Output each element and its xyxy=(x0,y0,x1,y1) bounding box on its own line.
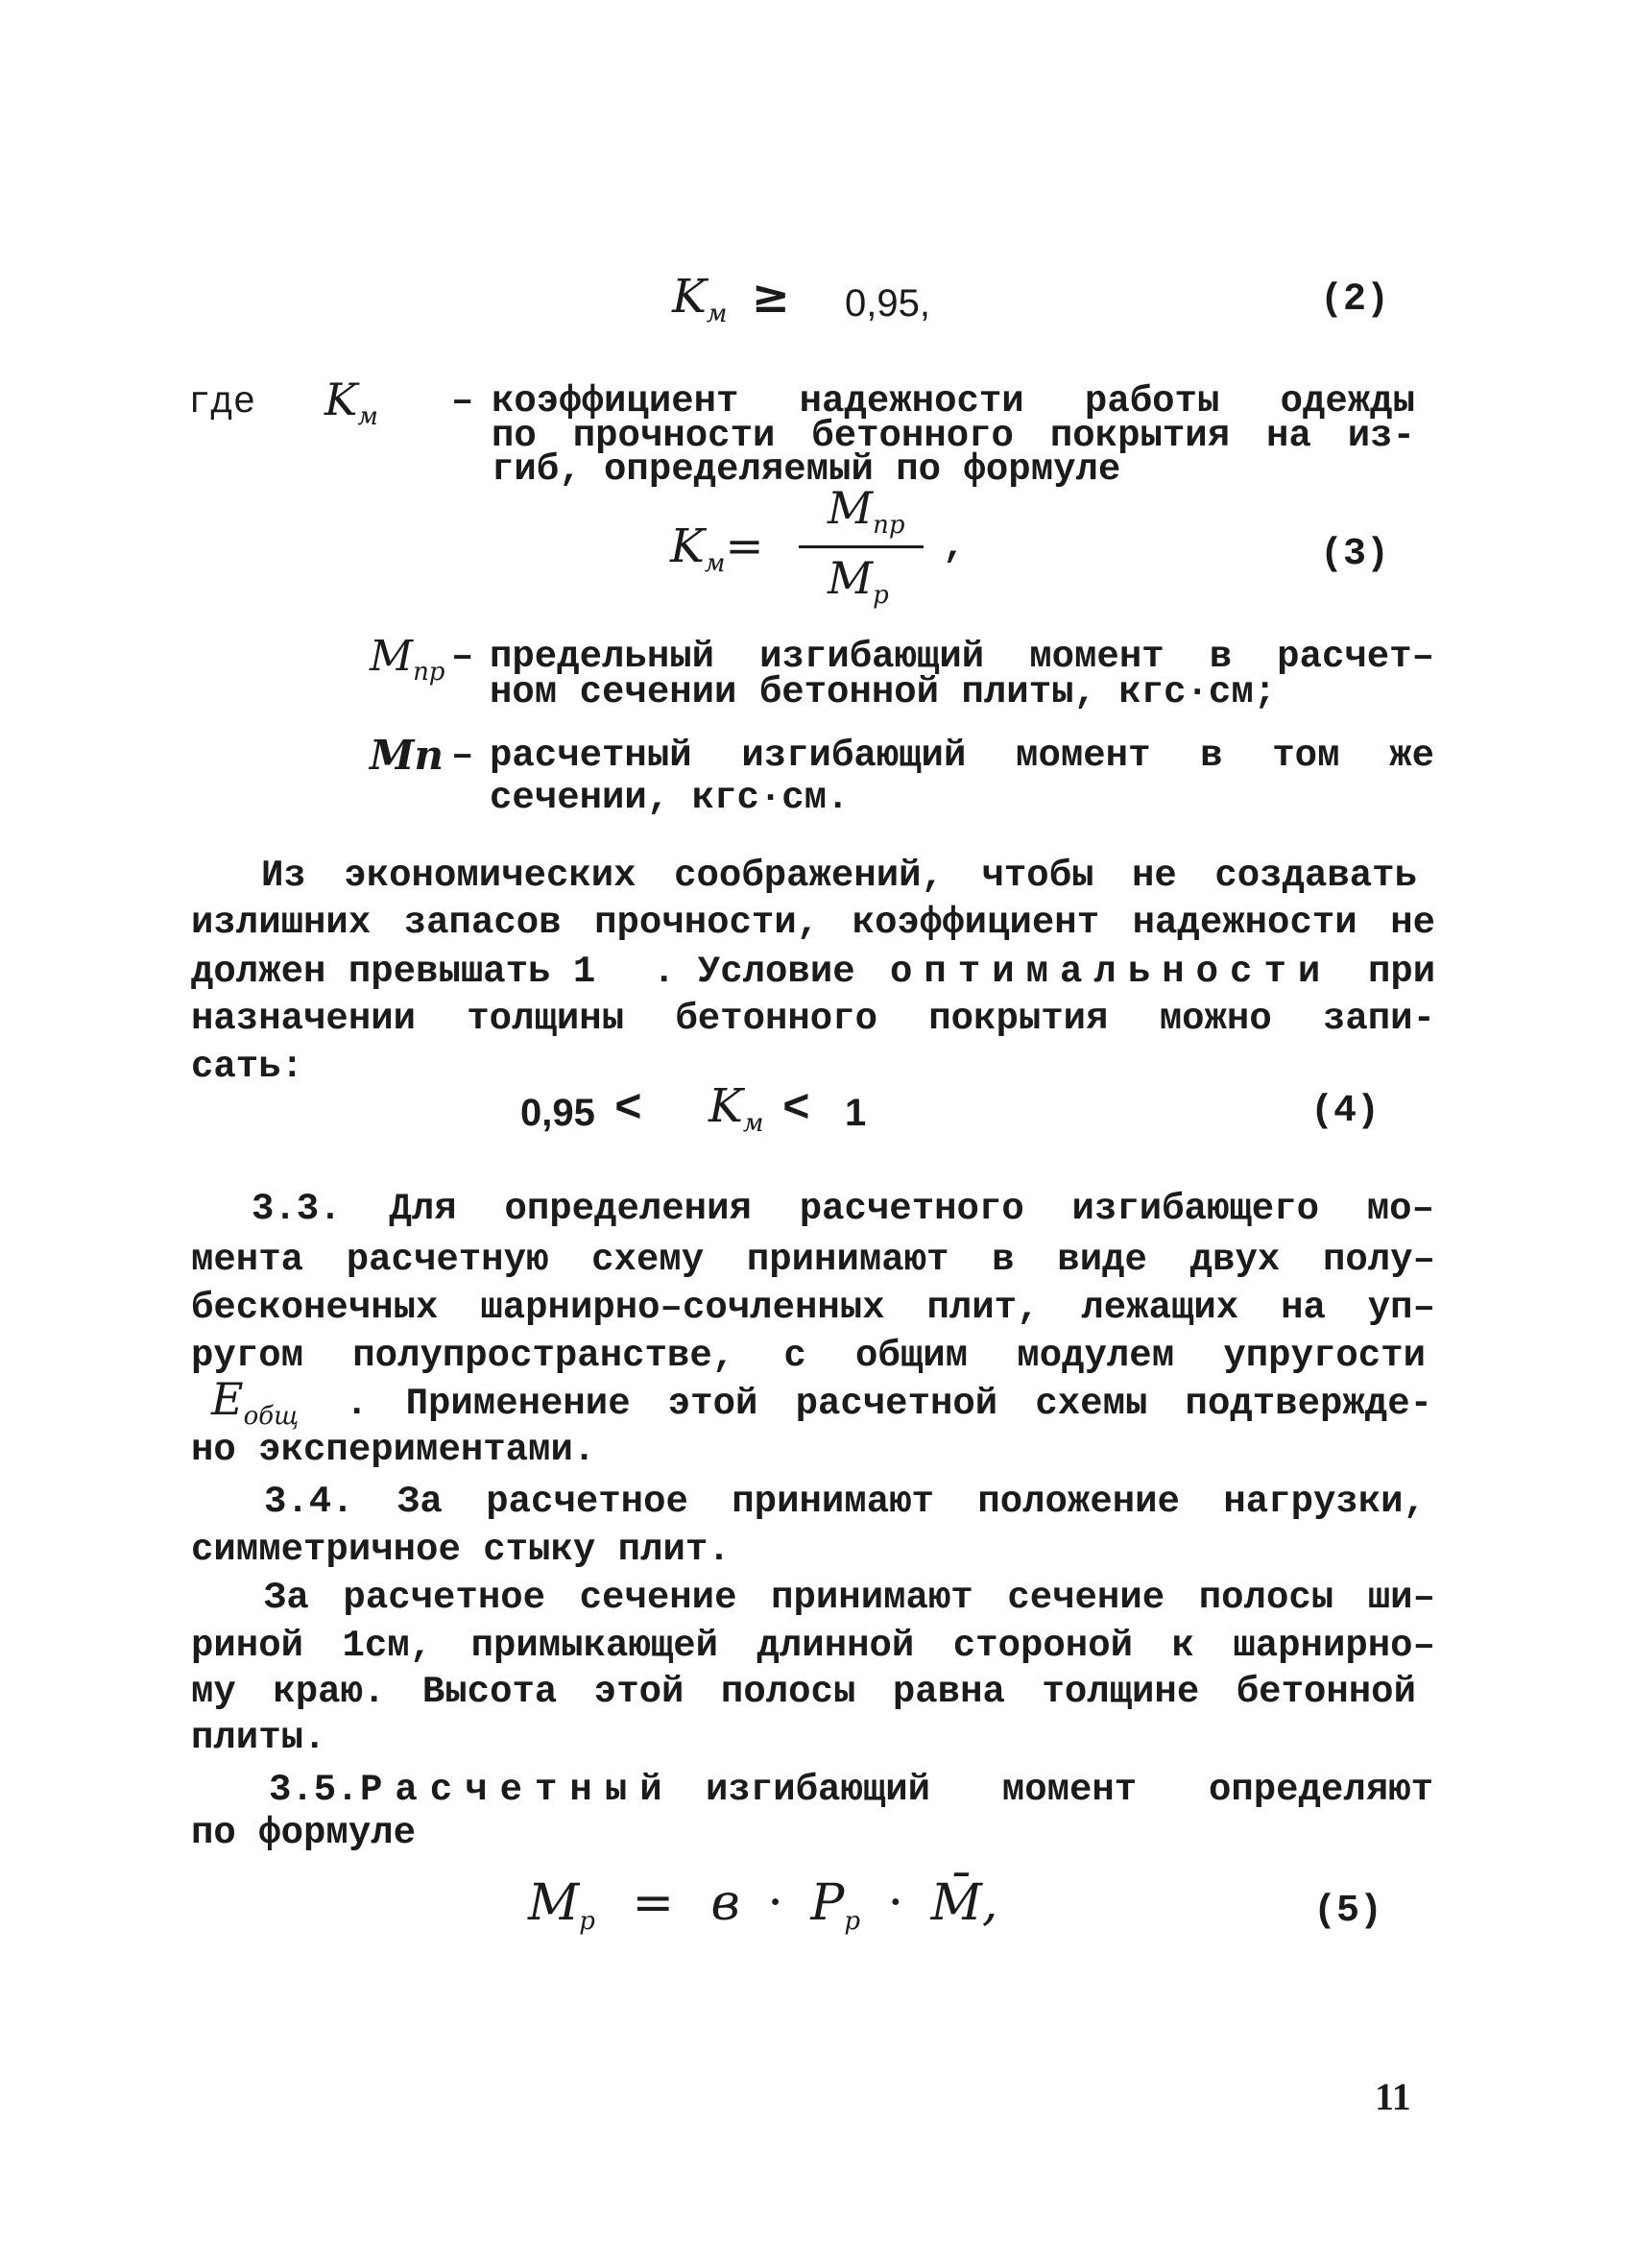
mp-line-2: сечении, кгс·см. xyxy=(490,777,850,819)
eq2-lhs-sub: м xyxy=(706,300,728,328)
eq3-lhs: $K_м=$ xyxy=(670,519,764,578)
where-symbol: $K_м$ xyxy=(324,374,378,431)
where-word: где xyxy=(188,381,256,423)
p34b-line-3: му краю. Высота этой полосы равна толщине бетонной xyxy=(191,1671,1416,1713)
eq3-fraction-bar xyxy=(799,545,924,548)
mpr-dash: – xyxy=(451,636,474,678)
para1-line-3a: должен превышать 1 xyxy=(191,951,596,993)
page-number: 11 xyxy=(1375,2075,1411,2118)
where-line-1: коэффициент надежности работы одежды xyxy=(492,380,1415,422)
p34-line-2: симметричное стыку плит. xyxy=(191,1529,731,1571)
p33-line-1: 3.3. Для определения расчетного изгибающего мо– xyxy=(252,1188,1434,1230)
eq2-rhs: 0,95, xyxy=(845,282,930,325)
eq4-right: 1 xyxy=(845,1092,867,1134)
eq4-left: 0,95 xyxy=(520,1092,595,1134)
p34-line-1: 3.4. За расчетное принимают положение нагрузки, xyxy=(264,1481,1426,1523)
para1-line-5: сать: xyxy=(191,1046,304,1088)
where-line-3: гиб, определяемый по формуле xyxy=(492,448,1121,491)
eq2-operator: ≥ xyxy=(751,270,790,324)
para1-line-3c: оптимальности xyxy=(890,951,1333,993)
eq3-numerator: $M_{пр}$ xyxy=(828,482,905,540)
where-dash: – xyxy=(451,380,474,422)
p34b-line-2: риной 1см, примыкающей длинной стороной к шарнирно– xyxy=(191,1625,1435,1667)
mp-symbol: Mп xyxy=(370,732,444,779)
p33-line-5: . Применение этой расчетной схемы подтвержде- xyxy=(346,1383,1432,1425)
p34b-line-1: За расчетное сечение принимают сечение полосы ши– xyxy=(264,1577,1435,1619)
eq3-number: (3) xyxy=(1320,533,1390,576)
mpr-symbol: $M_{пр}$ xyxy=(370,632,445,687)
para1-line-3b: . Условие xyxy=(653,951,855,993)
para1-line-2: излишних запасов прочности, коэффициент надежности не xyxy=(191,902,1435,944)
eq5-formula: Mр = в · Pр · M̄, xyxy=(528,1874,998,1936)
p33-line-6: но экспериментами. xyxy=(191,1429,596,1471)
where-line-2: по прочности бетонного покрытия на из- xyxy=(492,415,1415,457)
eq2-number: (2) xyxy=(1320,278,1390,322)
eq5-number: (5) xyxy=(1313,1890,1383,1933)
para1-line-1: Из экономических соображений, чтобы не создавать xyxy=(261,855,1417,897)
p35-number: 3.5. xyxy=(269,1769,359,1811)
p33-symbol: $E_{общ}$ xyxy=(211,1373,300,1431)
p33-line-4: ругом полупространстве, с общим модулем упругости xyxy=(191,1335,1426,1377)
eq3-comma: , xyxy=(943,525,966,567)
eq2-lhs: K xyxy=(672,270,707,324)
mpr-line-1: предельный изгибающий момент в расчет– xyxy=(490,636,1434,678)
p33-line-3: бесконечных шарнирно–сочленных плит, лежащих на уп– xyxy=(191,1287,1435,1329)
p33-line-2: мента расчетную схему принимают в виде двух полу– xyxy=(191,1239,1435,1281)
eq4-number: (4) xyxy=(1310,1090,1381,1133)
mp-line-1: расчетный изгибающий момент в том же xyxy=(490,735,1434,777)
mpr-line-2: ном сечении бетонной плиты, кгс·см; xyxy=(490,671,1277,713)
para1-line-4: назначении толщины бетонного покрытия можно запи- xyxy=(191,998,1435,1040)
p35-spaced: Расчетный xyxy=(360,1769,675,1811)
p34b-line-4: плиты. xyxy=(191,1717,326,1759)
mp-dash: – xyxy=(451,735,474,777)
p35-line-2: по формуле xyxy=(191,1812,417,1854)
eq4-op1: < xyxy=(614,1084,642,1136)
eq4-symbol: $K_м$ xyxy=(708,1079,764,1138)
para1-line-3d: при xyxy=(1368,951,1436,993)
eq2-formula xyxy=(672,270,790,328)
eq3-denominator: $M_р$ xyxy=(828,552,889,610)
p35-rest: изгибающий момент определяют xyxy=(706,1769,1433,1811)
eq4-op2: < xyxy=(782,1084,810,1136)
